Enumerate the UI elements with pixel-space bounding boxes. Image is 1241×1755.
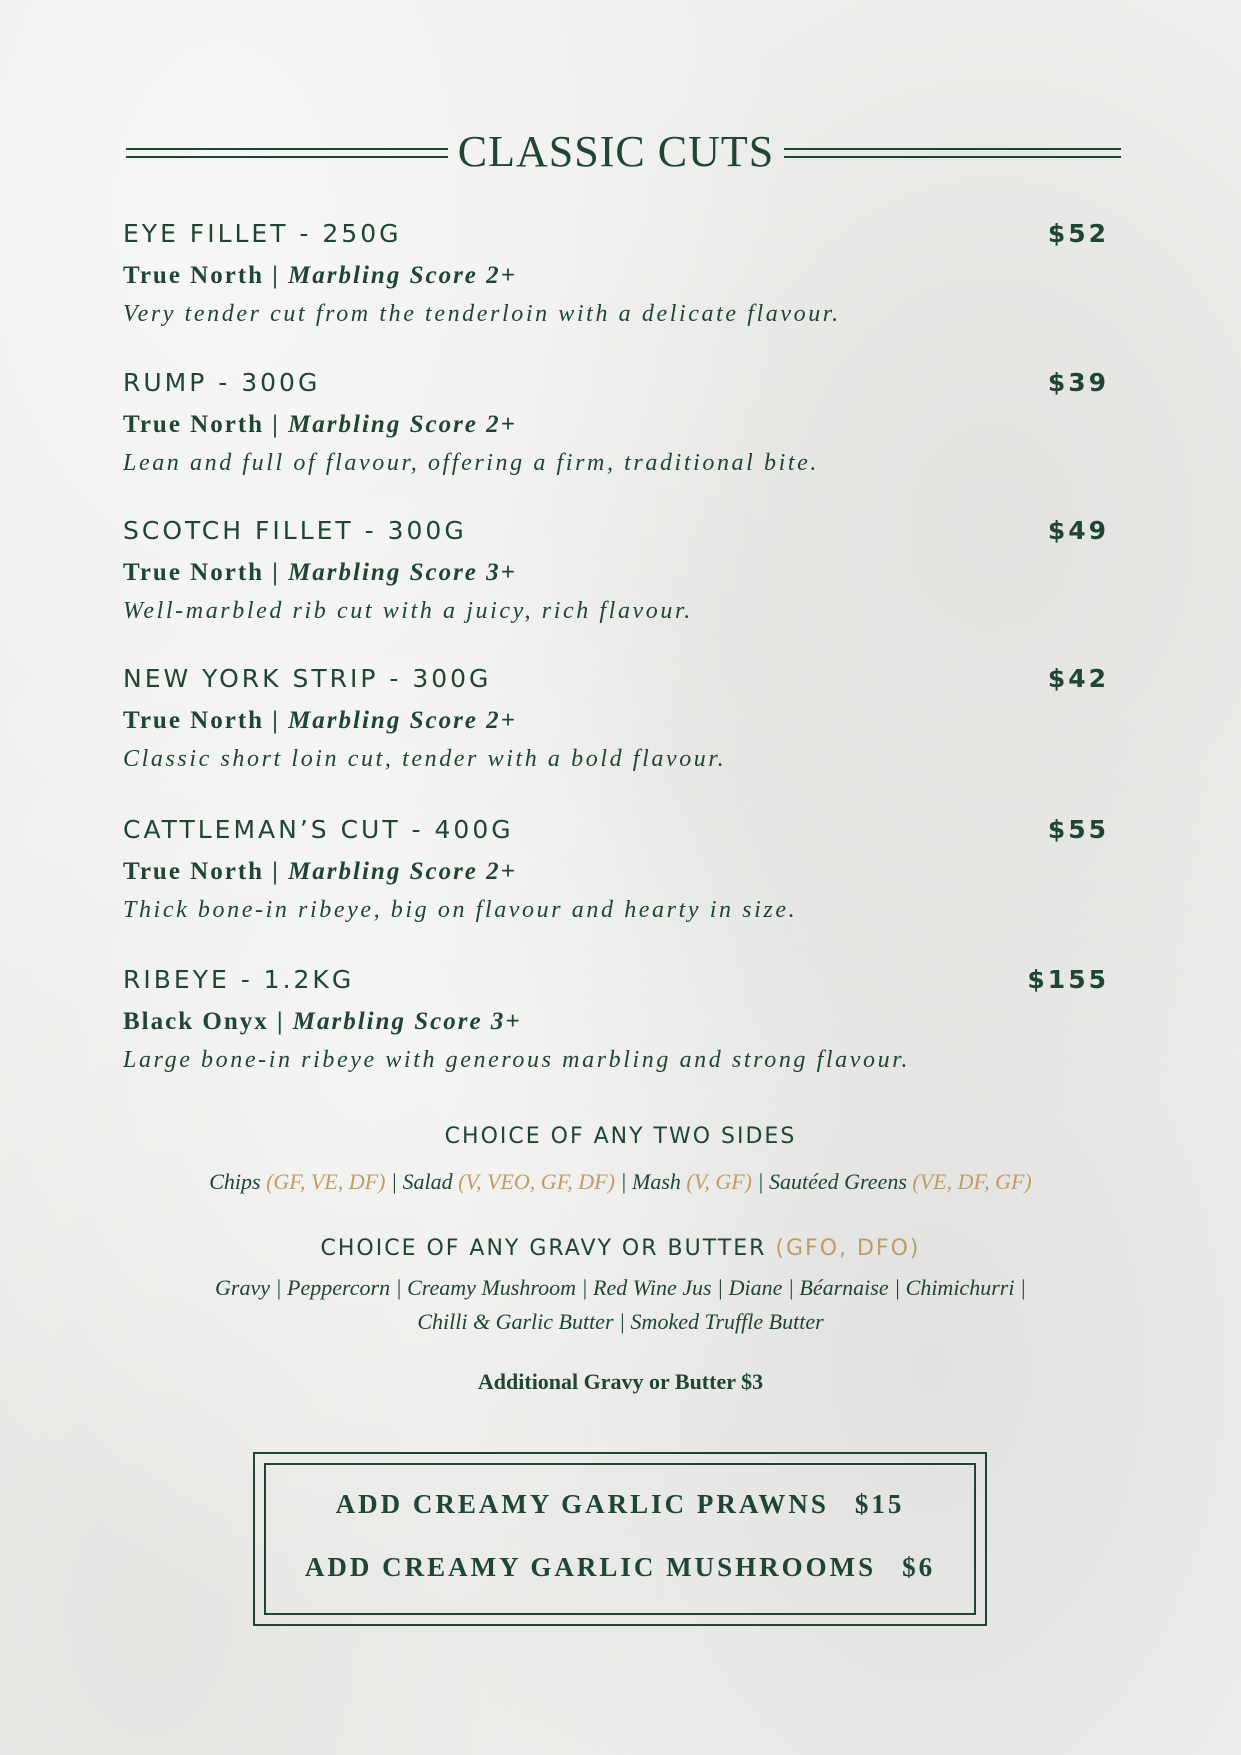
marbling-score: Marbling Score 2+ [288, 411, 517, 438]
origin-label: Black Onyx | [123, 1008, 293, 1035]
additional-gravy-price: Additional Gravy or Butter $3 [477, 1369, 764, 1394]
header-double-rule-right [784, 148, 1121, 158]
item-description: Lean and full of flavour, offering a firm, traditional bite. [123, 450, 820, 476]
item-description: Classic short loin cut, tender with a bold flavour. [123, 746, 727, 772]
gravy-options-line-2: Chilli & Garlic Butter | Smoked Truffle Butter [417, 1309, 824, 1334]
item-origin [123, 706, 517, 736]
item-price: $39 [1047, 368, 1109, 397]
item-name: NEW YORK STRIP - 300G [123, 664, 492, 693]
page-title: CLASSIC CUTS [457, 127, 775, 176]
addon-price: $6 [902, 1552, 936, 1582]
side-dietary-tags: (GF, VE, DF) [266, 1169, 386, 1194]
item-name: RIBEYE - 1.2KG [123, 965, 355, 994]
gravy-heading [0, 1234, 1241, 1264]
item-origin [123, 410, 517, 440]
item-name: RUMP - 300G [123, 368, 321, 397]
menu-item-rump [123, 368, 1109, 488]
addon-prawns [266, 1487, 974, 1521]
addons-inner-frame [264, 1463, 976, 1615]
item-description: Thick bone-in ribeye, big on flavour and hearty in size. [123, 897, 798, 923]
origin-label: True North | [123, 559, 289, 586]
header-double-rule-left [126, 148, 448, 158]
item-name: EYE FILLET - 250G [123, 219, 402, 248]
item-price: $42 [1047, 664, 1109, 693]
sides-options [0, 1167, 1241, 1197]
side-option-name: | Salad [385, 1169, 459, 1194]
origin-label: True North | [123, 707, 289, 734]
marbling-score: Marbling Score 3+ [288, 559, 517, 586]
menu-item-ribeye [123, 965, 1109, 1085]
item-name: CATTLEMAN’S CUT - 400G [123, 815, 514, 844]
gravy-heading-label: CHOICE OF ANY GRAVY OR BUTTER [320, 1236, 776, 1261]
marbling-score: Marbling Score 2+ [288, 707, 517, 734]
marbling-score: Marbling Score 2+ [288, 858, 517, 885]
item-origin [123, 857, 517, 887]
origin-label: True North | [123, 411, 289, 438]
addon-price: $15 [854, 1489, 905, 1519]
menu-item-scotch-fillet [123, 516, 1109, 636]
item-description: Large bone-in ribeye with generous marbling and strong flavour. [123, 1047, 911, 1073]
side-dietary-tags: (V, VEO, GF, DF) [458, 1169, 615, 1194]
item-origin [123, 261, 517, 291]
marbling-score: Marbling Score 3+ [292, 1008, 522, 1035]
sides-heading: CHOICE OF ANY TWO SIDES [444, 1124, 797, 1149]
item-price: $49 [1047, 516, 1109, 545]
side-option-name: | Sautéed Greens [751, 1169, 913, 1194]
item-price: $55 [1047, 815, 1109, 844]
side-option-name: | Mash [614, 1169, 687, 1194]
menu-header [126, 124, 1121, 180]
addon-label: ADD CREAMY GARLIC PRAWNS [335, 1489, 829, 1519]
addons-box [253, 1452, 987, 1626]
side-option-name: Chips [209, 1169, 267, 1194]
gravy-dietary-tags: (GFO, DFO) [775, 1236, 921, 1261]
item-price: $155 [1027, 965, 1109, 994]
side-dietary-tags: (V, GF) [686, 1169, 752, 1194]
gravy-options-line-1: Gravy | Peppercorn | Creamy Mushroom | Red Wine Jus | Diane | Béarnaise | Chimichurri | [215, 1275, 1026, 1300]
addon-mushrooms [266, 1550, 974, 1584]
item-origin [123, 1007, 522, 1037]
menu-item-eye-fillet [123, 219, 1109, 339]
item-name: SCOTCH FILLET - 300G [123, 516, 467, 545]
menu-item-cattlemans-cut [123, 815, 1109, 935]
item-price: $52 [1047, 219, 1109, 248]
item-description: Well-marbled rib cut with a juicy, rich flavour. [123, 598, 693, 624]
menu-item-new-york-strip [123, 664, 1109, 784]
origin-label: True North | [123, 262, 289, 289]
item-origin [123, 558, 517, 588]
origin-label: True North | [123, 858, 289, 885]
marbling-score: Marbling Score 2+ [288, 262, 517, 289]
side-dietary-tags: (VE, DF, GF) [912, 1169, 1032, 1194]
item-description: Very tender cut from the tenderloin with a delicate flavour. [123, 301, 841, 327]
addon-label: ADD CREAMY GARLIC MUSHROOMS [304, 1552, 877, 1582]
